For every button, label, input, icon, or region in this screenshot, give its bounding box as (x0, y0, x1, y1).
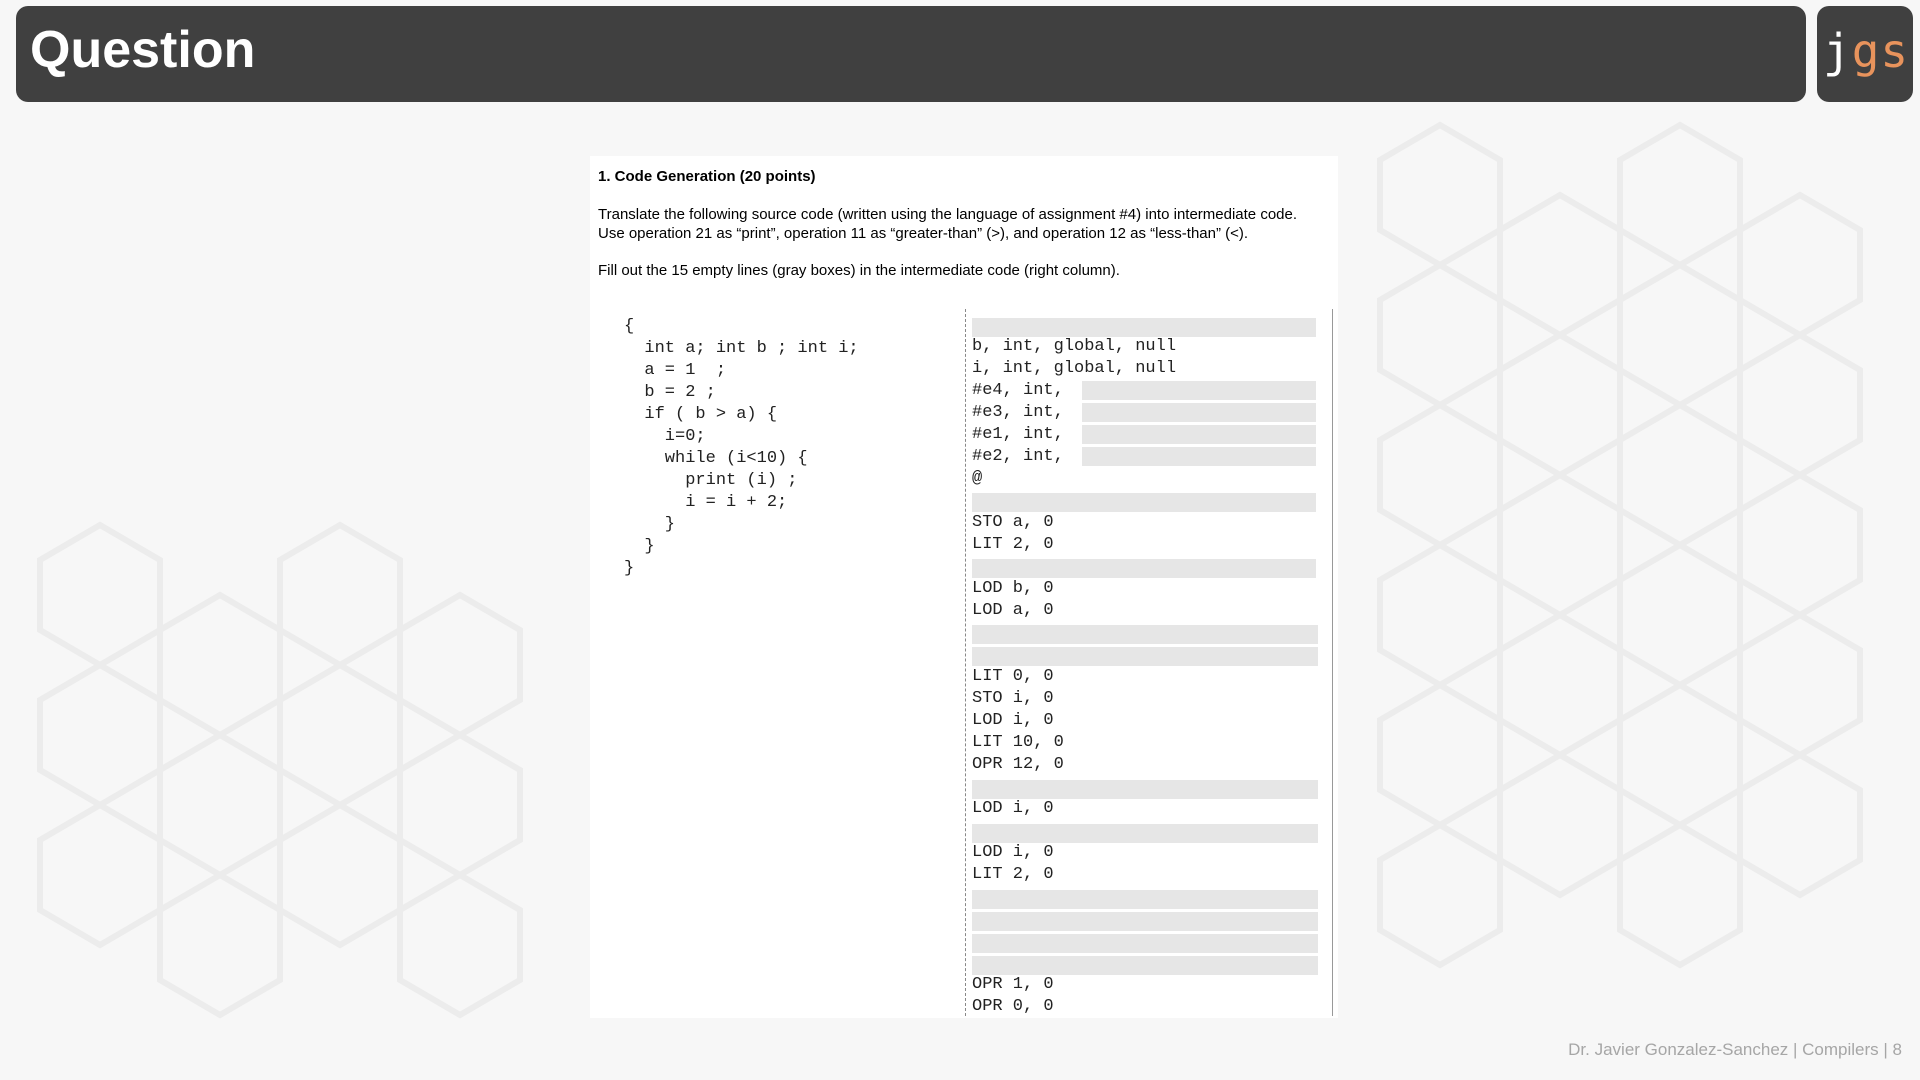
source-code-line: while (i<10) { (624, 449, 808, 468)
ir-code-line: b, int, global, null (972, 337, 1177, 356)
slide-title: Question (30, 21, 256, 79)
slide-footer: Dr. Javier Gonzalez-Sanchez | Compilers | 8 (1568, 1040, 1902, 1059)
blank-answer-box[interactable] (972, 890, 1318, 909)
ir-code-line: OPR 12, 0 (972, 755, 1064, 774)
blank-answer-box[interactable] (972, 934, 1318, 953)
source-code-line: b = 2 ; (624, 383, 716, 402)
ir-code-line: LOD b, 0 (972, 579, 1054, 598)
ir-code-line: #e2, int, (972, 447, 1064, 466)
ir-code-line: OPR 0, 0 (972, 997, 1054, 1016)
column-divider (965, 309, 966, 1016)
blank-answer-box[interactable] (972, 493, 1316, 512)
blank-answer-box[interactable] (972, 559, 1316, 578)
question-heading: 1. Code Generation (20 points) (598, 168, 816, 185)
source-code-line: print (i) ; (624, 471, 798, 490)
ir-code-line: @ (972, 469, 983, 488)
source-code-line: i=0; (624, 427, 706, 446)
source-code-line: int a; int b ; int i; (624, 339, 859, 358)
blank-answer-box[interactable] (1082, 403, 1316, 422)
blank-answer-box[interactable] (972, 956, 1318, 975)
ir-code-line: LIT 0, 0 (972, 667, 1054, 686)
logo-text (1823, 24, 1909, 78)
slide-title-bar (16, 6, 1806, 102)
question-instruction-operations: Use operation 21 as “print”, operation 11 as “greater-than” (>), and operation 12 as “less-than” (<). (598, 225, 1249, 242)
blank-answer-box[interactable] (1082, 381, 1316, 400)
ir-code-line: #e3, int, (972, 403, 1064, 422)
blank-answer-box[interactable] (972, 780, 1318, 799)
blank-answer-box[interactable] (972, 824, 1318, 843)
ir-code-line: LOD i, 0 (972, 843, 1054, 862)
source-code-line: } (624, 537, 655, 556)
ir-code-line: OPR 1, 0 (972, 975, 1054, 994)
blank-answer-box[interactable] (972, 625, 1318, 644)
blank-answer-box[interactable] (972, 647, 1318, 666)
right-column-border (1332, 309, 1333, 1016)
ir-code-line: LOD a, 0 (972, 601, 1054, 620)
blank-answer-box[interactable] (1082, 447, 1316, 466)
blank-answer-box[interactable] (972, 912, 1318, 931)
ir-code-line: STO a, 0 (972, 513, 1054, 532)
source-code-line: a = 1 ; (624, 361, 727, 380)
question-instruction-fill: Fill out the 15 empty lines (gray boxes) in the intermediate code (right column). (598, 262, 1120, 279)
ir-code-line: #e1, int, (972, 425, 1064, 444)
ir-code-line: LOD i, 0 (972, 799, 1054, 818)
blank-answer-box[interactable] (1082, 425, 1316, 444)
ir-code-line: LOD i, 0 (972, 711, 1054, 730)
logo-letter-j: j (1823, 24, 1852, 78)
blank-answer-box[interactable] (972, 318, 1316, 337)
ir-code-line: i, int, global, null (972, 359, 1177, 378)
jgs-logo (1817, 6, 1913, 102)
question-instruction-translate: Translate the following source code (written using the language of assignment #4) into intermediate code. (598, 206, 1298, 223)
ir-code-line: LIT 2, 0 (972, 535, 1054, 554)
ir-code-line: #e4, int, (972, 381, 1064, 400)
source-code-line: } (624, 559, 635, 578)
logo-letters-gs: gs (1851, 24, 1910, 78)
ir-code-line: LIT 10, 0 (972, 733, 1064, 752)
question-document (590, 156, 1338, 1018)
source-code-line: i = i + 2; (624, 493, 788, 512)
source-code-line: if ( b > a) { (624, 405, 778, 424)
ir-code-line: LIT 2, 0 (972, 865, 1054, 884)
ir-code-line: STO i, 0 (972, 689, 1054, 708)
source-code-line: } (624, 515, 676, 534)
source-code-line: { (624, 317, 635, 336)
